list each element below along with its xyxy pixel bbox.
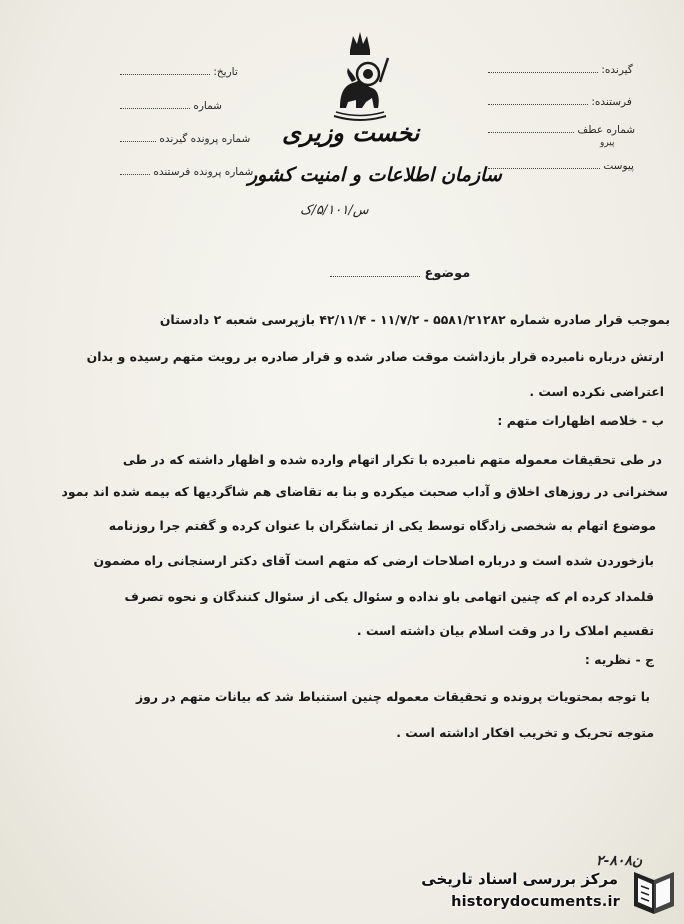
receiver-file-field bbox=[120, 133, 250, 145]
lion-and-sun-emblem-icon bbox=[326, 28, 394, 126]
section-b-line-4: بازخوردن شده است و درباره اصلاحات ارضی که متهم است آقای دکتر ارسنجانی راه مضمون bbox=[93, 553, 654, 568]
number-label: شماره bbox=[193, 100, 222, 112]
number-field bbox=[120, 100, 222, 112]
footer-watermark bbox=[384, 862, 684, 924]
handwritten-note: ۲-۸۰۸ن bbox=[596, 853, 643, 869]
subject-line bbox=[330, 266, 470, 281]
body-line-3: اعتراضی نکرده است . bbox=[529, 384, 664, 399]
section-b-line-2: سخنرانی در روزهای اخلاق و آداب صحبت میکرده و بنا به تقاضای هم شاگردیها که بیمه شده اند بمود bbox=[61, 484, 668, 499]
date-label: تاریخ bbox=[216, 66, 238, 78]
section-c-line-1: با توجه بمحتویات پرونده و تحقیقات معموله چنین استنباط شد که بیانات متهم در روز bbox=[136, 689, 650, 704]
follow-up-label: پیرو bbox=[600, 138, 615, 148]
section-c-line-2: متوجه تحریک و تخریب افکار اداشته است . bbox=[396, 725, 654, 740]
reference-field bbox=[488, 124, 635, 136]
archive-url[interactable]: historydocuments.ir bbox=[451, 894, 620, 910]
body-line-1: بموجب قرار صادره شماره ۵۵۸۱/۲۱۲۸۲ - ۱۱/۷/۲ - ۴۲/۱۱/۴ بازپرسی شعبه ۲ دادستان bbox=[159, 312, 670, 327]
section-b-line-1: در طی تحقیقات معموله متهم نامبرده با تکرار اتهام وارده شده و اظهار داشته که در طی bbox=[122, 452, 662, 467]
body-line-2: ارتش درباره نامبرده قرار بازداشت موقت صادر شده و قرار صادره بر رویت متهم رسیده و بدان bbox=[86, 349, 664, 364]
section-b-line-3: موضوع اتهام به شخصی زادگاه توسط یکی از تماشگران با عنوان کرده و گفتم جرا روزنامه bbox=[108, 518, 656, 533]
section-c-title: ج - نظریه : bbox=[584, 652, 654, 667]
subject-label: موضوع bbox=[424, 266, 471, 281]
date-field: تاریخ: bbox=[120, 66, 238, 78]
attachment-field bbox=[488, 160, 634, 172]
recipient-field: گیرنده: bbox=[488, 64, 633, 76]
attachment-label: پیوست bbox=[603, 160, 634, 172]
archive-name: مرکز بررسی اسناد تاریخی bbox=[421, 870, 618, 888]
section-b-line-5: قلمداد کرده ام که چنین اتهامی باو نداده و سئوال یکی از سئوال کنندگان و نحوه تصرف bbox=[124, 589, 654, 604]
reference-number: س/۵/۱۰۱/ک bbox=[300, 203, 369, 218]
sender-file-field bbox=[120, 166, 253, 178]
receiver-file-label: شماره پرونده گیرنده bbox=[159, 133, 251, 145]
section-b-title: ب - خلاصه اظهارات متهم : bbox=[497, 413, 664, 428]
archive-book-logo-icon bbox=[630, 866, 678, 918]
org-title-prime-ministry: نخست وزیری bbox=[282, 118, 420, 147]
section-b-line-6: تقسیم املاک را در وقت اسلام بیان داشته است . bbox=[356, 623, 654, 638]
reference-label: شماره عطف bbox=[577, 124, 636, 136]
recipient-label: گیرنده bbox=[604, 64, 633, 76]
sender-field: فرستنده: bbox=[488, 96, 632, 108]
sender-label: فرستنده bbox=[594, 96, 632, 108]
sender-file-label: شماره پرونده فرستنده bbox=[153, 166, 254, 178]
org-title-savak: سازمان اطلاعات و امنیت کشور bbox=[248, 164, 502, 186]
